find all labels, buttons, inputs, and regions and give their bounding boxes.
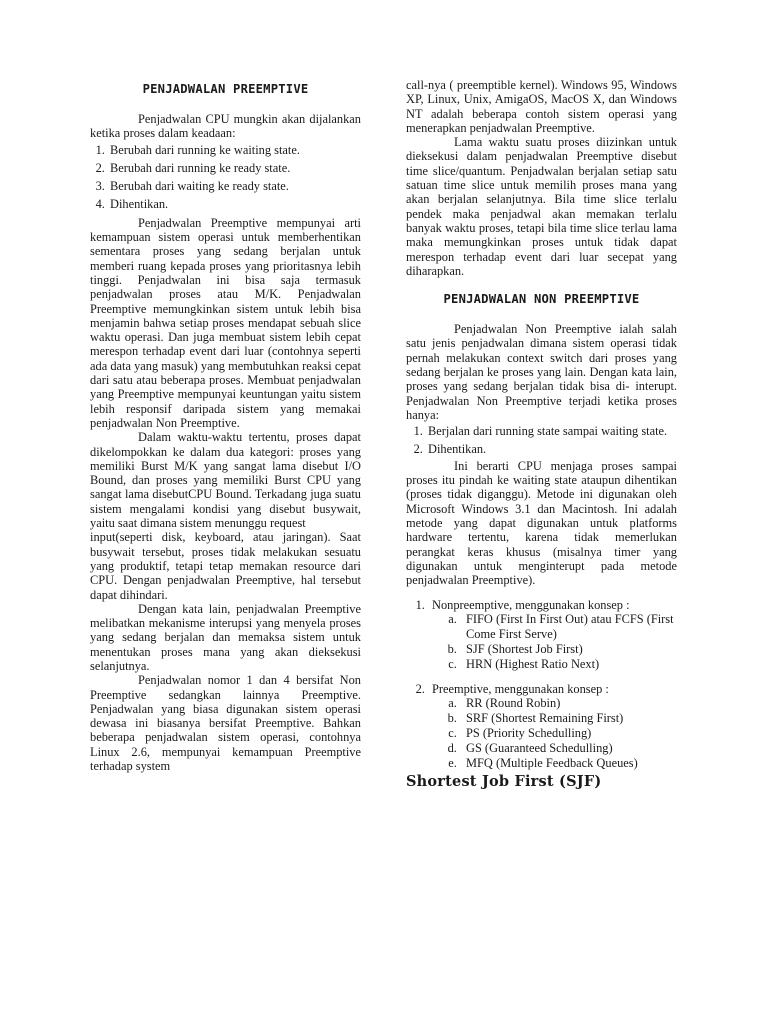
nonpreemptive-concepts — [432, 612, 677, 672]
paragraph: Ini berarti CPU menjaga proses sampai proses itu pindah ke waiting state ataupun dihentikan (proses tidak diganggu). Metode ini digunakan oleh Microsoft Windows 3.1 dan Macintosh. Ini adalah metode yang dapat digunakan untuk platforms hardware tertentu, karena tidak memerlukan perangkat keras khusus (misalnya timer yang digunakan untuk menginterupt pada metode penjadwalan Preemptive). — [406, 458, 677, 588]
non-preemptive-condition-list — [406, 424, 677, 456]
right-column — [406, 78, 677, 789]
sjf-heading: Shortest Job First (SJF) — [406, 773, 602, 791]
non-preemptive-heading: PENJADWALAN NON PREEMPTIVE — [443, 292, 640, 307]
list-item: d. GS (Guaranteed Schedulling) — [460, 741, 677, 756]
list-item: 3. Berubah dari waiting ke ready state. — [108, 179, 361, 193]
process-state-list — [90, 143, 361, 212]
paragraph: Dalam waktu-waktu tertentu, proses dapat dikelompokkan ke dalam dua kategori: proses yang memiliki Burst M/K yang sangat lama disebut I/O Bound, dan proses yang memiliki Burst CPU yang sangat lama disebutCPU Bound. Terkadang juga suatu sistem mengalami kondisi yang disebut busywait, yaitu saat dimana sistem menunggu request — [90, 430, 361, 531]
list-item: 1. Berubah dari running ke waiting state. — [108, 143, 361, 157]
list-item — [428, 598, 677, 682]
list-item: 2. Dihentikan. — [426, 442, 677, 456]
paragraph: Dengan kata lain, penjadwalan Preemptive melibatkan mekanisme interupsi yang menyela proses yang sedang berjalan dan memaksa sistem untuk menentukan proses mana yang akan dieksekusi selanjutnya. — [90, 601, 361, 673]
list-item: 2. Berubah dari running ke ready state. — [108, 161, 361, 175]
list-item: c. PS (Priority Schedulling) — [460, 726, 677, 741]
list-item: b. SJF (Shortest Job First) — [460, 642, 677, 657]
paragraph: call-nya ( preemptible kernel). Windows 95, Windows XP, Linux, Unix, AmigaOS, MacOS X, dan Windows NT adalah beberapa contoh sistem operasi yang menerapkan penjadwalan Preemptive. — [406, 78, 677, 135]
list-item: e. MFQ (Multiple Feedback Queues) — [460, 756, 677, 771]
list-item: 4. Dihentikan. — [108, 197, 361, 211]
list-item: 1. Berjalan dari running state sampai waiting state. — [426, 424, 677, 438]
paragraph: Penjadwalan Preemptive mempunyai arti kemampuan sistem operasi untuk memberhentikan sementara proses yang sedang berjalan untuk memberi ruang kepada proses yang prioritasnya lebih tinggi. Penjadwalan ini bisa saja termasuk penjadwalan proses atau M/K. Penjadwalan Preemptive memungkinkan sistem untuk lebih bisa menjamin bahwa setiap proses mendapat sebuah slice waktu operasi. Dan juga membuat sistem lebih cepat merespon terhadap event dari luar (contohnya seperti ada data yang masuk) yang membutuhkan reaksi cepat dari satu atau beberapa proses. Membuat penjadwalan yang Preemptive mempunyai keuntungan yaitu sistem lebih responsif daripada sistem yang memakai penjadwalan Non Preemptive. — [90, 215, 361, 430]
paragraph: input(seperti disk, keyboard, atau jaringan). Saat busywait tersebut, proses tidak melakukan sesuatu yang produktif, tetapi tetap memakan resource dari CPU. Dengan penjadwalan Preemptive, hal tersebut dapat dihindari. — [90, 530, 361, 602]
list-item — [428, 682, 677, 771]
concept-title: Nonpreemptive, menggunakan konsep : — [432, 597, 630, 612]
paragraph: Lama waktu suatu proses diizinkan untuk dieksekusi dalam penjadwalan Preemptive disebut time slice/quantum. Penjadwalan berjalan setiap satu satuan time slice untuk memilih proses mana yang akan berjalan selanjutnya. Bila time slice terlalu pendek maka penjadwal akan memakan terlalu banyak waktu proses, tetapi bila time slice terlau lama maka memungkinkan proses untuk tidak dapat merespon terhadap event dari luar secepat yang diharapkan. — [406, 135, 677, 278]
intro-paragraph: Penjadwalan CPU mungkin akan dijalankan ketika proses dalam keadaan: — [90, 112, 361, 141]
list-item: a. RR (Round Robin) — [460, 696, 677, 711]
paragraph: Penjadwalan Non Preemptive ialah salah satu jenis penjadwalan dimana sistem operasi tidak pernah melakukan context switch dari proses yang sedang berjalan ke proses yang lain. Dengan kata lain, proses yang sedang berjalan tidak bisa di- interupt. Penjadwalan Non Preemptive terjadi ketika proses hanya: — [406, 322, 677, 422]
list-item: b. SRF (Shortest Remaining First) — [460, 711, 677, 726]
list-item: a. FIFO (First In First Out) atau FCFS (First Come First Serve) — [460, 612, 677, 642]
list-item: c. HRN (Highest Ratio Next) — [460, 657, 677, 672]
concept-title: Preemptive, menggunakan konsep : — [432, 681, 609, 696]
paragraph: Penjadwalan nomor 1 dan 4 bersifat Non Preemptive sedangkan lainnya Preemptive. Penjadwalan yang biasa digunakan sistem operasi dewasa ini biasanya bersifat Preemptive. Bahkan beberapa penjadwalan sistem operasi, contohnya Linux 2.6, mempunyai kemampuan Preemptive terhadap system — [90, 673, 361, 774]
left-column — [90, 78, 361, 773]
preemptive-heading: PENJADWALAN PREEMPTIVE — [142, 82, 309, 96]
preemptive-concepts — [432, 696, 677, 771]
concept-list — [406, 598, 677, 772]
